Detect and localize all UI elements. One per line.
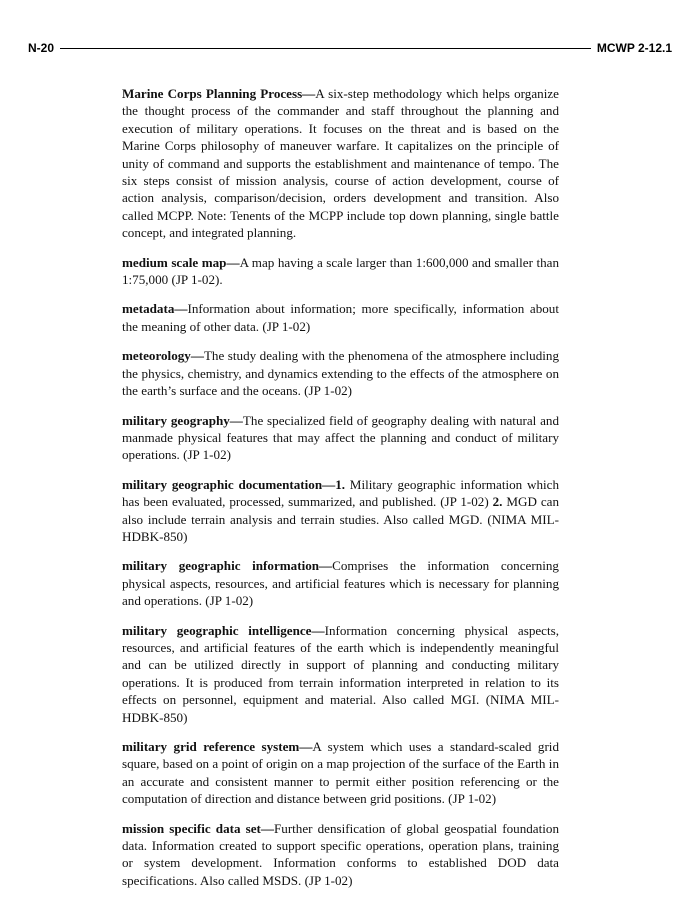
glossary-entry-metadata	[122, 300, 559, 335]
glossary-definition: Comprises the information concerning physical aspects, resources, and artificial features which is necessary for planning and operations. (JP 1-02)	[122, 558, 559, 609]
glossary-entry-military-geography	[122, 412, 559, 464]
glossary-definition: Information about information; more specifically, information about the meaning of other data. (JP 1-02)	[122, 301, 559, 334]
glossary-definition: Further densification of global geospatial foundation data. Information created to support specific operations, operation plans, training or system development. Information conforms to established DOD data specifications. Also called MSDS. (JP 1-02)	[122, 820, 559, 888]
glossary-term: military geography—	[122, 412, 243, 428]
glossary-term: military geographic intelligence—	[122, 622, 325, 638]
glossary-definition: MGD can also include terrain analysis and terrain studies. Also called MGD. (NIMA MIL-HDBK-850)	[122, 494, 559, 544]
glossary-definition: A system which uses a standard-scaled grid square, based on a point of origin on a map projection of the surface of the Earth in an accurate and consistent manner to permit either position referencing or the computation of direction and distance between grid positions. (JP 1-02)	[122, 739, 559, 807]
glossary-entry-military-geographic-documentation	[122, 476, 559, 546]
definition-number: 1.	[335, 476, 346, 492]
page-header	[28, 40, 672, 56]
glossary-definition: The specialized field of geography dealing with natural and manmade physical features that may affect the planning and conduct of military operations. (JP 1-02)	[122, 412, 559, 463]
glossary-term: military grid reference system—	[122, 739, 313, 754]
glossary-term: Marine Corps Planning Process—	[122, 86, 316, 101]
glossary-entry-meteorology	[122, 347, 559, 399]
glossary-entry-military-geographic-intelligence	[122, 622, 559, 726]
glossary-term: metadata—	[122, 301, 188, 317]
glossary-definition: Military geographic information which has been evaluated, processed, summarized, and published. (JP 1-02)	[122, 476, 559, 510]
glossary-definition: Information concerning physical aspects, resources, and artificial features of the earth which is independently meaningful and can be utilized directly in support of planning and conducting military operations. It is produced from terrain information interpreted in relation to its effects on personnel, equipment and material. Also called MGI. (NIMA MIL-HDBK-850)	[122, 622, 559, 725]
glossary-entry-military-geographic-information	[122, 557, 559, 609]
document-id: MCWP 2-12.1	[596, 41, 672, 55]
header-rule	[60, 48, 591, 49]
glossary-term: military geographic information—	[122, 558, 333, 574]
page-number: N-20	[28, 41, 55, 55]
glossary-term: military geographic documentation—	[122, 476, 336, 492]
glossary-term: medium scale map—	[122, 254, 240, 270]
glossary-term: meteorology—	[122, 348, 204, 364]
glossary-content	[122, 85, 559, 901]
glossary-definition: The study dealing with the phenomena of the atmosphere including the physics, chemistry, and dynamics extending to the effects of the atmosphere on the earth’s surface and the oceans. (JP 1-02)	[122, 348, 559, 399]
glossary-entry-military-grid-reference-system	[122, 738, 559, 808]
definition-number: 2.	[492, 494, 503, 510]
glossary-definition: A map having a scale larger than 1:600,000 and smaller than 1:75,000 (JP 1-02).	[122, 254, 559, 288]
glossary-entry-marine-corps-planning-process	[122, 85, 559, 242]
glossary-definition: A six-step methodology which helps organize the thought process of the commander and staff throughout the planning and execution of military operations. It focuses on the threat and is based on the Marine Corps philosophy of maneuver warfare. It capitalizes on the principle of unity of command and supports the establishment and maintenance of tempo. The six steps consist of mission analysis, course of action development, course of action analysis, comparison/decision, orders development and transition. Also called MCPP. Note: Tenents of the MCPP include top down planning, single battle concept, and integrated planning.	[122, 86, 559, 241]
glossary-term: mission specific data set—	[122, 820, 274, 836]
glossary-entry-medium-scale-map	[122, 254, 559, 289]
glossary-entry-mission-specific-data-set	[122, 820, 559, 890]
